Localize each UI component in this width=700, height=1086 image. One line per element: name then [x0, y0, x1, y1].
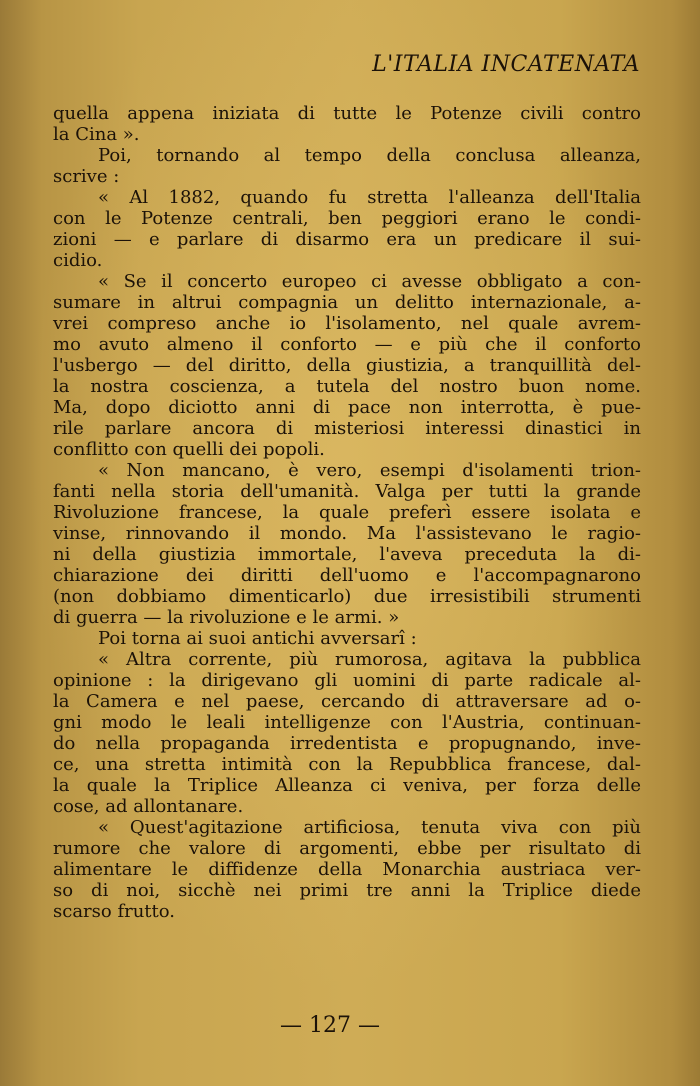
text-line: Rivoluzione francese, la quale preferì essere isolata e [53, 502, 641, 523]
text-line: scrive : [53, 166, 120, 187]
text-line: chiarazione dei diritti dell'uomo e l'accompagnarono [53, 565, 641, 586]
text-line: « Non mancano, è vero, esempi d'isolamenti trion- [98, 460, 641, 481]
text-line: « Al 1882, quando fu stretta l'alleanza dell'Italia [98, 187, 641, 208]
text-line: so di noi, sicchè nei primi tre anni la Triplice diede [53, 880, 641, 901]
running-head: L'ITALIA INCATENATA [372, 52, 640, 77]
text-line: cidio. [53, 250, 103, 271]
text-line: opinione : la dirigevano gli uomini di parte radicale al- [53, 670, 641, 691]
text-line: « Se il concerto europeo ci avesse obbligato a con- [98, 271, 641, 292]
text-line: Poi torna ai suoi antichi avversarî : [98, 628, 417, 649]
text-line: alimentare le diffidenze della Monarchia austriaca ver- [53, 859, 641, 880]
text-line: « Altra corrente, più rumorosa, agitava la pubblica [98, 649, 641, 670]
text-line: rumore che valore di argomenti, ebbe per risultato di [53, 838, 641, 859]
body-text [53, 103, 641, 922]
text-line: zioni — e parlare di disarmo era un predicare il sui- [53, 229, 641, 250]
text-line: fanti nella storia dell'umanità. Valga per tutti la grande [53, 481, 641, 502]
page-number: — 127 — [280, 1013, 380, 1038]
text-line: rile parlare ancora di misteriosi interessi dinastici in [53, 418, 641, 439]
text-line: (non dobbiamo dimenticarlo) due irresistibili strumenti [53, 586, 641, 607]
text-line: quella appena iniziata di tutte le Potenze civili contro [53, 103, 641, 124]
text-line: di guerra — la rivoluzione e le armi. » [53, 607, 400, 628]
text-line: sumare in altrui compagnia un delitto internazionale, a- [53, 292, 641, 313]
text-line: la Camera e nel paese, cercando di attraversare ad o- [53, 691, 641, 712]
text-line: scarso frutto. [53, 901, 176, 922]
text-line: vrei compreso anche io l'isolamento, nel quale avrem- [53, 313, 641, 334]
text-line: Poi, tornando al tempo della conclusa alleanza, [98, 145, 641, 166]
text-line: con le Potenze centrali, ben peggiori erano le condi- [53, 208, 641, 229]
text-line: ce, una stretta intimità con la Repubblica francese, dal- [53, 754, 641, 775]
text-line: la quale la Triplice Alleanza ci veniva, per forza delle [53, 775, 641, 796]
text-line: vinse, rinnovando il mondo. Ma l'assistevano le ragio- [53, 523, 641, 544]
text-line: mo avuto almeno il conforto — e più che il conforto [53, 334, 641, 355]
text-line: ni della giustizia immortale, l'aveva preceduta la di- [53, 544, 641, 565]
text-line: la Cina ». [53, 124, 140, 145]
text-line: do nella propaganda irredentista e propugnando, inve- [53, 733, 641, 754]
text-line: la nostra coscienza, a tutela del nostro buon nome. [53, 376, 641, 397]
text-line: Ma, dopo diciotto anni di pace non interrotta, è pue- [53, 397, 641, 418]
text-line: cose, ad allontanare. [53, 796, 244, 817]
text-line: « Quest'agitazione artificiosa, tenuta viva con più [98, 817, 641, 838]
text-line: conflitto con quelli dei popoli. [53, 439, 325, 460]
text-line: l'usbergo — del diritto, della giustizia, a tranquillità del- [53, 355, 641, 376]
text-line: gni modo le leali intelligenze con l'Austria, continuan- [53, 712, 641, 733]
